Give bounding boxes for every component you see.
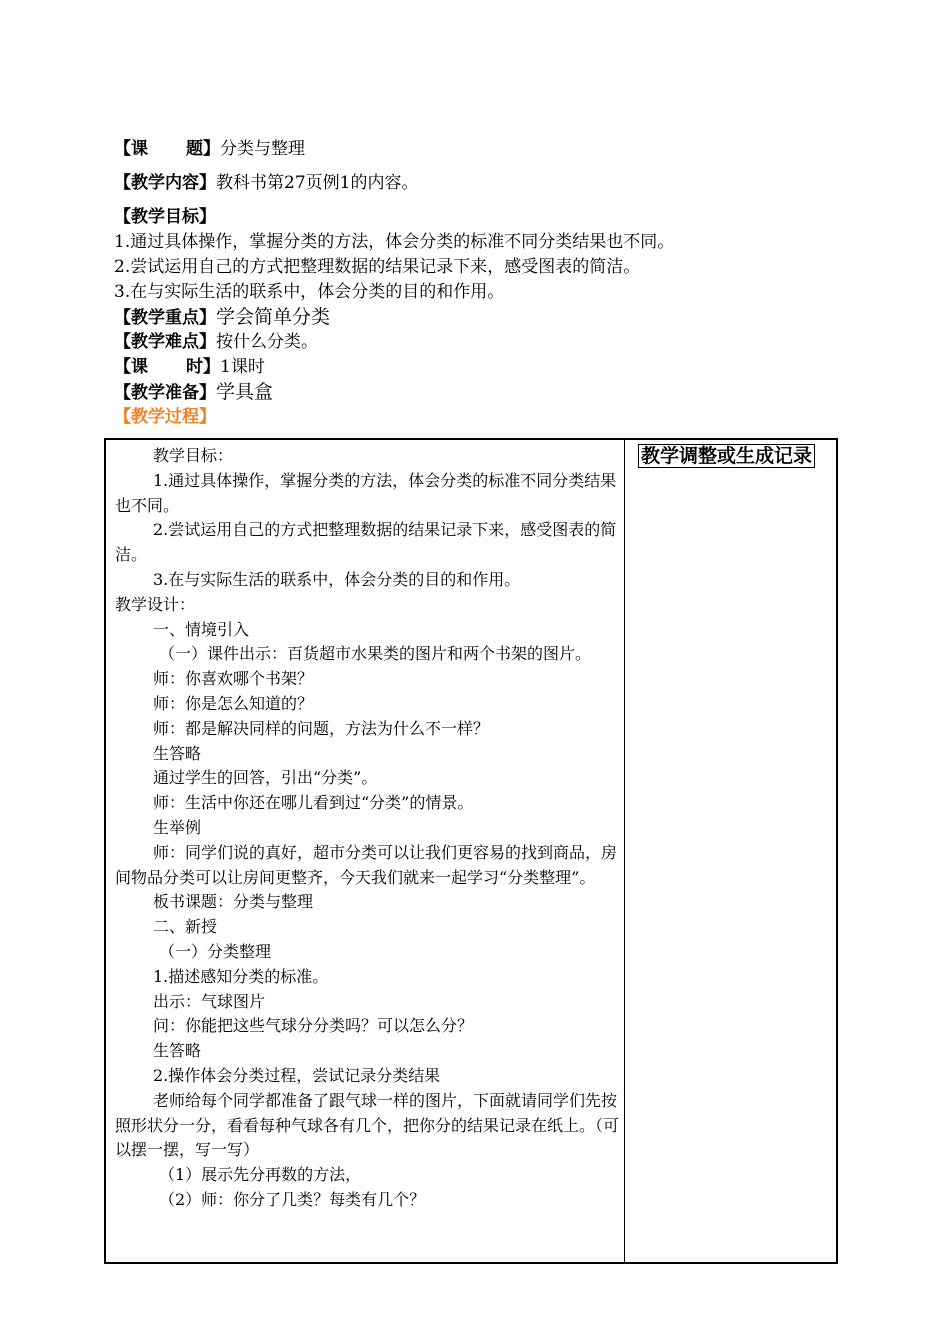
period-value: 1课时	[220, 357, 265, 377]
key-label: 【教学重点】	[114, 308, 216, 328]
plan-line: 1.描述感知分类的标准。	[153, 966, 329, 986]
plan-line: 二、新授	[153, 917, 218, 937]
lesson-table	[104, 438, 838, 1264]
plan-line: 生答略	[153, 743, 202, 763]
prep-label: 【教学准备】	[114, 383, 216, 403]
plan-line: 教学目标：	[153, 446, 234, 465]
goal-3: 3.在与实际生活的联系中，体会分类的目的和作用。	[114, 282, 505, 302]
plan-line: 生举例	[153, 817, 202, 837]
plan-line: 2.操作体会分类过程，尝试记录分类结果	[153, 1065, 441, 1085]
plan-line: 板书课题：分类与整理	[153, 892, 314, 912]
process-row	[114, 406, 216, 428]
topic-row	[114, 138, 305, 160]
plan-line: （1）展示先分再数的方法，	[159, 1165, 362, 1185]
plan-line: 师：你喜欢哪个书架？	[153, 669, 314, 689]
plan-line: （2）师：你分了几类？每类有几个？	[159, 1189, 426, 1209]
process-label: 【教学过程】	[114, 407, 216, 427]
key-row	[114, 306, 330, 329]
content-label: 【教学内容】	[114, 173, 216, 193]
goal-2: 2.尝试运用自己的方式把整理数据的结果记录下来，感受图表的简洁。	[114, 257, 641, 277]
topic-label-a: 【课	[114, 139, 148, 159]
column-divider	[624, 440, 625, 1262]
prep-value: 学具盒	[216, 381, 274, 403]
plan-line: 3.在与实际生活的联系中，体会分类的目的和作用。	[153, 569, 521, 589]
period-row	[114, 356, 265, 378]
plan-line: 出示：气球图片	[153, 991, 266, 1011]
content-row	[114, 172, 418, 194]
difficulty-value: 按什么分类。	[216, 332, 318, 352]
plan-line: 教学设计：	[115, 594, 196, 614]
difficulty-label: 【教学难点】	[114, 332, 216, 352]
goal-1: 1.通过具体操作，掌握分类的方法，体会分类的标准不同分类结果也不同。	[114, 232, 675, 252]
plan-line: 师：同学们说的真好，超市分类可以让我们更容易的找到商品，房间物品分类可以让房间更整齐，今天我们就来一起学习“分类整理”。	[115, 842, 618, 887]
plan-line: （一）分类整理	[159, 941, 272, 961]
key-value: 学会简单分类	[216, 306, 331, 328]
topic-value: 分类与整理	[220, 139, 305, 159]
difficulty-row	[114, 331, 318, 353]
content-value: 教科书第27页例1的内容。	[216, 173, 419, 193]
goals-heading	[114, 206, 216, 228]
plan-line: 师：生活中你还在哪儿看到过“分类”的情景。	[153, 793, 474, 813]
period-label-a: 【课	[114, 357, 148, 377]
prep-row	[114, 381, 273, 404]
lesson-plan-column	[115, 444, 619, 1213]
plan-line: 2.尝试运用自己的方式把整理数据的结果记录下来，感受图表的简洁。	[115, 520, 617, 565]
plan-line: 一、情境引入	[153, 619, 250, 639]
plan-line: 师：你是怎么知道的？	[153, 693, 314, 713]
plan-line: 老师给每个同学都准备了跟气球一样的图片，下面就请同学们先按照形状分一分，看看每种气球各有几个，把你分的结果记录在纸上。（可以摆一摆，写一写）	[115, 1090, 620, 1160]
plan-line: 问：你能把这些气球分分类吗？可以怎么分？	[153, 1016, 474, 1036]
plan-line: 生答略	[153, 1041, 202, 1061]
period-label-b: 时】	[186, 357, 220, 377]
plan-line: （一）课件出示：百货超市水果类的图片和两个书架的图片。	[159, 644, 592, 664]
plan-line: 1.通过具体操作，掌握分类的方法，体会分类的标准不同分类结果也不同。	[115, 470, 617, 515]
goals-label: 【教学目标】	[114, 207, 216, 227]
plan-line: 通过学生的回答，引出“分类”。	[153, 768, 378, 788]
topic-label-b: 题】	[186, 139, 220, 159]
adjustment-record-header: 教学调整或生成记录	[638, 444, 815, 468]
plan-line: 师：都是解决同样的问题，方法为什么不一样？	[153, 718, 490, 738]
